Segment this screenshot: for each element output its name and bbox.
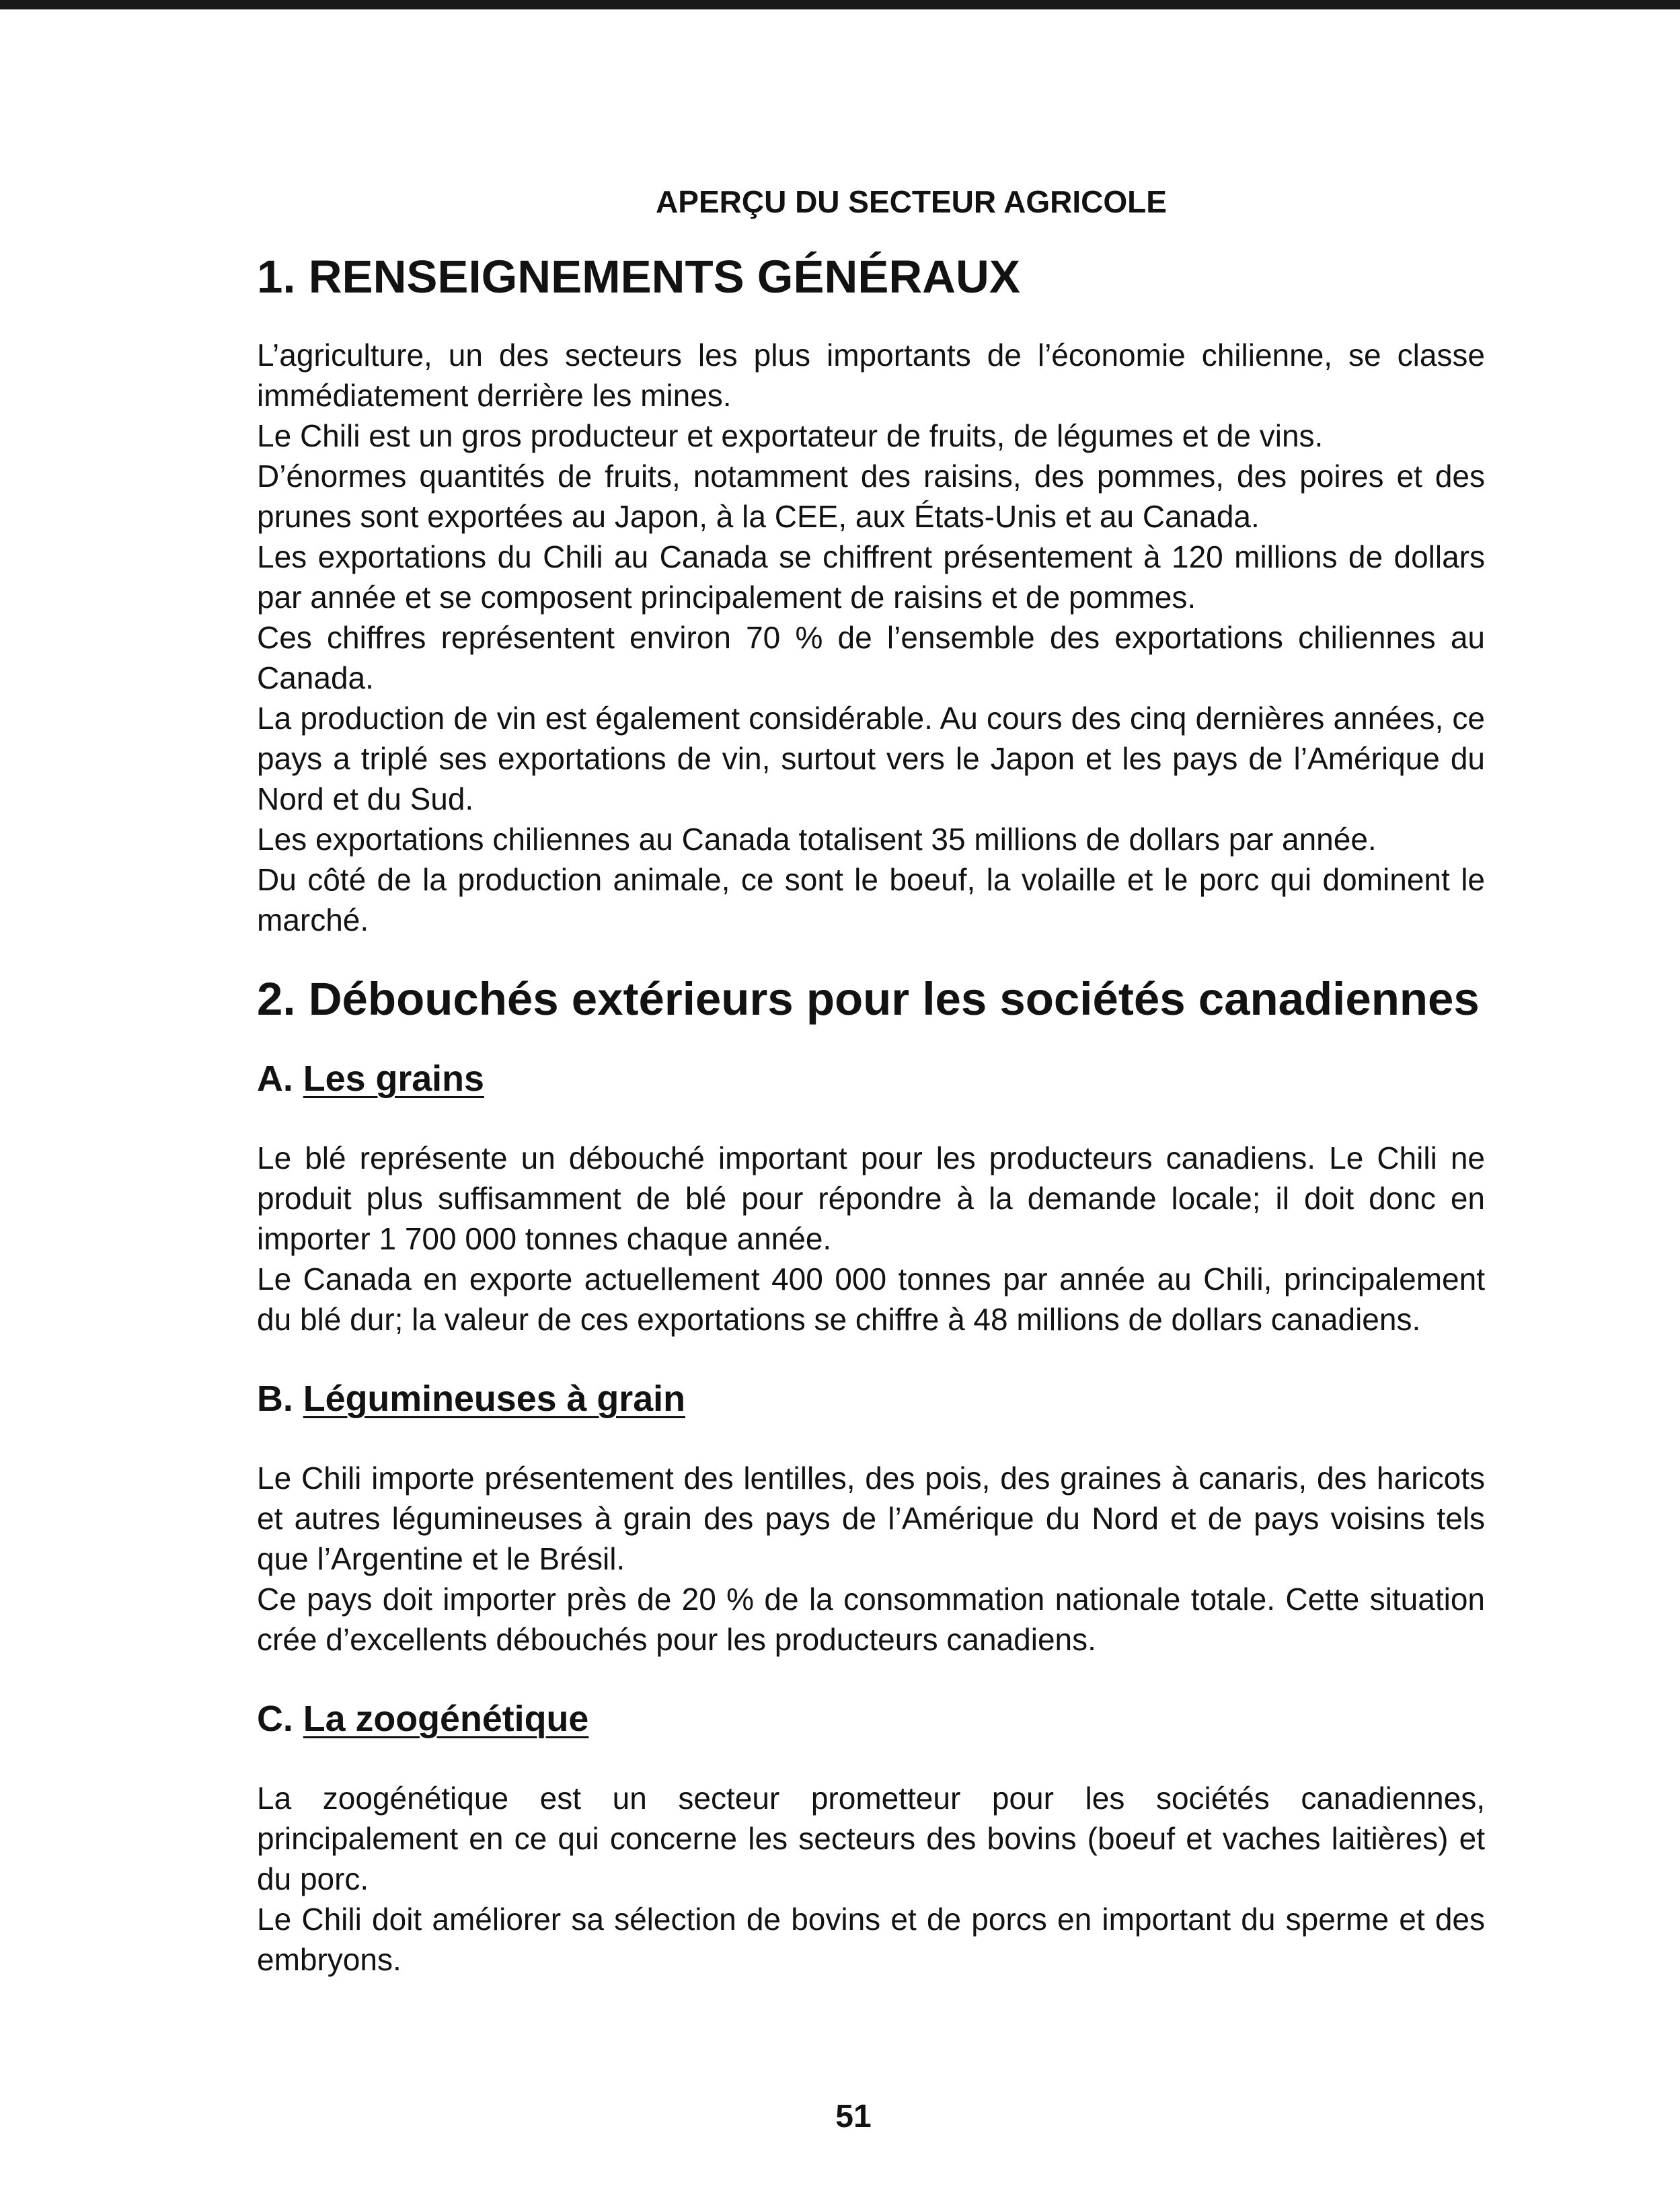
scan-top-edge	[0, 0, 1680, 9]
subsection-c-heading	[257, 1699, 1485, 1739]
subsection-letter: B.	[257, 1379, 293, 1419]
subsection-a-paragraph: Le blé représente un débouché important pour les producteurs canadiens. Le Chili ne produit plus suffisamment de blé pour répondre à la demande locale; il doit donc en importer 1 700 000 tonnes chaque année.	[257, 1140, 1485, 1256]
spacer	[257, 1019, 1485, 1058]
subsection-c-paragraph: Le Chili doit améliorer sa sélection de bovins et de porcs en important du sperme et des embryons.	[257, 1902, 1485, 1977]
subsection-title: Les grains	[303, 1058, 484, 1099]
subsection-title: La zoogénétique	[303, 1699, 589, 1739]
subsection-letter: A.	[257, 1058, 293, 1099]
section-1-heading: 1. RENSEIGNEMENTS GÉNÉRAUX	[257, 251, 1020, 303]
section-2-heading: 2. Débouchés extérieurs pour les sociétés canadiennes	[257, 973, 1480, 1025]
section-1-paragraph: La production de vin est également considérable. Au cours des cinq dernières années, ce pays a triplé ses exportations de vin, surtout vers le Japon et les pays de l’Amérique du Nord et du Sud.	[257, 701, 1485, 816]
spacer	[257, 1340, 1485, 1379]
spacer	[257, 297, 1485, 335]
subsection-title: Légumineuses à grain	[303, 1379, 685, 1419]
section-1-paragraph: Ces chiffres représentent environ 70 % de l’ensemble des exportations chiliennes au Canada.	[257, 620, 1485, 695]
spacer	[257, 1099, 1485, 1138]
subsection-b-paragraph: Le Chili importe présentement des lentilles, des pois, des graines à canaris, des haricots et autres légumineuses à grain des pays de l’Amérique du Nord et de pays voisins tels que l’Argentine et le Brésil.	[257, 1461, 1485, 1576]
subsection-letter: C.	[257, 1699, 293, 1739]
section-1-paragraph: Du côté de la production animale, ce sont le boeuf, la volaille et le porc qui dominent le marché.	[257, 862, 1485, 937]
section-1-paragraph: Le Chili est un gros producteur et exportateur de fruits, de légumes et de vins.	[257, 418, 1324, 453]
section-1-paragraph: D’énormes quantités de fruits, notamment des raisins, des pommes, des poires et des prunes sont exportées au Japon, à la CEE, aux États-Unis et au Canada.	[257, 459, 1485, 534]
spacer	[257, 1739, 1485, 1778]
subsection-c-paragraph: La zoogénétique est un secteur prometteur pour les sociétés canadiennes, principalement en ce qui concerne les secteurs des bovins (boeuf et vaches laitières) et du porc.	[257, 1781, 1485, 1896]
spacer	[257, 1419, 1485, 1458]
subsection-b-heading	[257, 1379, 1485, 1419]
subsection-a-heading	[257, 1058, 1485, 1099]
page-number: 51	[835, 2099, 872, 2134]
section-1-paragraph: Les exportations chiliennes au Canada totalisent 35 millions de dollars par année.	[257, 822, 1377, 857]
document-title: APERÇU DU SECTEUR AGRICOLE	[656, 184, 1167, 219]
subsection-a-paragraph: Le Canada en exporte actuellement 400 000 tonnes par année au Chili, principalement du blé dur; la valeur de ces exportations se chiffre à 48 millions de dollars canadiens.	[257, 1262, 1485, 1337]
subsection-b-paragraph: Ce pays doit importer près de 20 % de la consommation nationale totale. Cette situation crée d’excellents débouchés pour les producteurs canadiens.	[257, 1582, 1485, 1657]
spacer	[257, 1660, 1485, 1699]
section-1-paragraph: L’agriculture, un des secteurs les plus importants de l’économie chilienne, se classe immédiatement derrière les mines.	[257, 338, 1485, 413]
document-body	[257, 182, 1485, 1980]
section-1-paragraph: Les exportations du Chili au Canada se chiffrent présentement à 120 millions de dollars par année et se composent principalement de raisins et de pommes.	[257, 539, 1485, 615]
